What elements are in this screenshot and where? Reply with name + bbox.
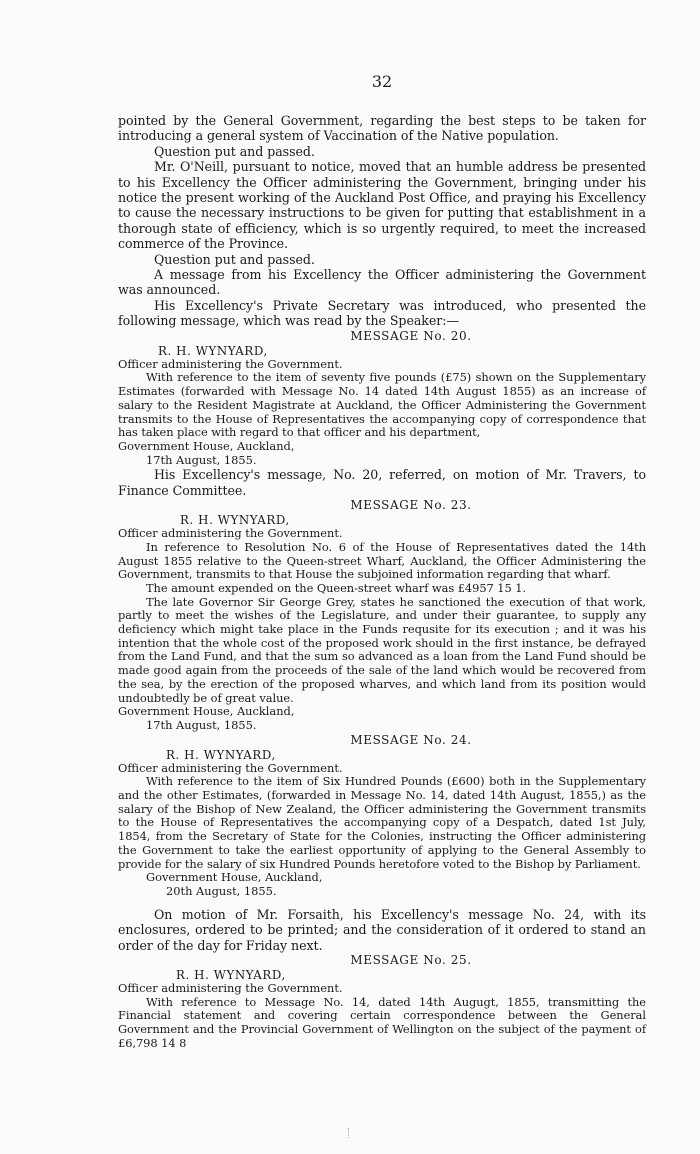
message-24-role: Officer administering the Government.	[118, 760, 343, 775]
message-24-motion: On motion of Mr. Forsaith, his Excellency's message No. 24, with its enclosures, ordered to be printed; and the consideration of it ordered to stand an order of the day for Friday next.	[118, 906, 646, 953]
message-20-place: Government House, Auckland,	[118, 438, 295, 453]
paragraph-question-passed-1: Question put and passed.	[154, 143, 315, 159]
message-20-heading: MESSAGE No. 20.	[350, 328, 472, 343]
message-24-place: Government House, Auckland,	[146, 870, 323, 885]
message-20-referral: His Excellency's message, No. 20, referred, on motion of Mr. Travers, to Finance Committee.	[118, 467, 646, 498]
paragraph-post-office-motion: Mr. O'Neill, pursuant to notice, moved that an humble address be presented to his Excellency the Officer administering the Government, bringing under his notice the present working of the Auckland Post Office, and praying his Excellency to cause the necessary instructions to be given for putting that establishment in a thorough state of efficiency, which is so urgently required, to meet the increased commerce of the Province.	[118, 159, 646, 252]
paragraph-secretary-introduced: His Excellency's Private Secretary was introduced, who presented the following message, which was read by the Speaker:—	[118, 297, 646, 329]
paragraph-message-announced: A message from his Excellency the Officer administering the Government was announced.	[118, 267, 646, 298]
message-24-date: 20th August, 1855.	[166, 884, 277, 898]
document-page	[118, 72, 646, 1050]
message-25-heading: MESSAGE No. 25.	[350, 952, 472, 967]
paragraph-question-passed-2: Question put and passed.	[154, 251, 315, 267]
message-20-signature: R. H. WYNYARD,	[158, 343, 268, 358]
message-23-place: Government House, Auckland,	[118, 704, 295, 719]
message-23-body: In reference to Resolution No. 6 of the House of Representatives dated the 14th August 1855 relative to the Queen-street Wharf, Auckland, the Officer Administering the Government, transmits to that House the subjoined information regarding that wharf.	[118, 539, 646, 582]
message-25-role: Officer administering the Government.	[118, 980, 343, 995]
message-23-amount: The amount expended on the Queen-street wharf was £4957 15 1.	[146, 580, 527, 595]
message-23-signature: R. H. WYNYARD,	[180, 513, 290, 528]
message-25-body: With reference to Message No. 14, dated 14th Augugt, 1855, transmitting the Financial statement and covering certain correspondence between the General Government and the Provincial Government of Wellington on the subject of the payment of £6,798 14 8	[118, 994, 646, 1050]
message-23-heading: MESSAGE No. 23.	[350, 498, 472, 513]
message-23-role: Officer administering the Government.	[118, 526, 343, 541]
message-24-heading: MESSAGE No. 24.	[350, 732, 472, 747]
message-24-signature: R. H. WYNYARD,	[166, 747, 276, 762]
message-23-date: 17th August, 1855.	[146, 717, 257, 732]
message-24-body: With reference to the item of Six Hundred Pounds (£600) both in the Supplementary and the other Estimates, (forwarded in Message No. 14, dated 14th August, 1855,) as the salary of the Bishop of New Zealand, the Officer administering the Government transmits to the House of Representatives the accompanying copy of a Despatch, dated 1st July, 1854, from the Secretary of State for the Colonies, instructing the Officer administering the Government to take the earliest opportunity of applying to the General Assembly to provide for the salary of six Hundred Pounds heretofore voted to the Bishop by Parliament.	[118, 774, 646, 871]
message-20-body: With reference to the item of seventy five pounds (£75) shown on the Supplementary Estimates (forwarded with Message No. 14 dated 14th August 1855) as an increase of salary to the Resident Magistrate at Auckland, the Officer Administering the Government transmits to the House of Representatives the accompanying copy of correspondence that has taken place with regard to that officer and his department,	[118, 370, 646, 440]
message-23-body-2: The late Governor Sir George Grey, states he sanctioned the execution of that work, partly to meet the wishes of the Legislature, and under their guarantee, to supply any deficiency which might take place in the Funds requsite for its execution ; and it was his intention that the whole cost of the proposed work should in the first instance, be defrayed from the Land Fund, and that the sum so advanced as a loan from the Land Fund should be made good again from the proceeds of the sale of the land which would be recovered from the sea, by the erection of the proposed wharves, and which land from its position would undoubtedly be of great value.	[118, 594, 646, 705]
message-20-role: Officer administering the Government.	[118, 356, 343, 371]
page-number: 32	[371, 72, 393, 91]
paragraph-vaccination: pointed by the General Government, regarding the best steps to be taken for introducing a general system of Vaccination of the Native population.	[118, 113, 646, 144]
message-20-date: 17th August, 1855.	[146, 452, 257, 467]
page-mark	[348, 1128, 350, 1138]
message-25-signature: R. H. WYNYARD,	[176, 967, 286, 982]
